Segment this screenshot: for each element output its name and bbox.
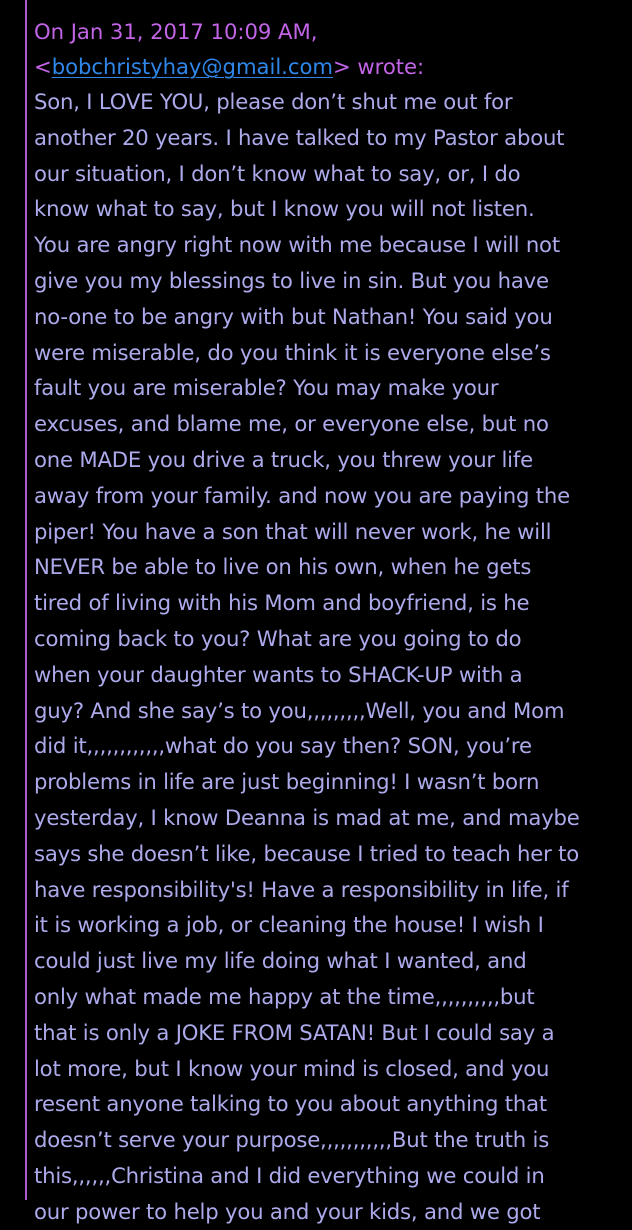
body-line: give you my blessings to live in sin. But you have bbox=[34, 267, 549, 293]
body-line: this,,,,,,Christina and I did everything we could in bbox=[34, 1162, 545, 1188]
body-line: it is working a job, or cleaning the house! I wish I bbox=[34, 912, 544, 938]
body-line: piper! You have a son that will never work, he will bbox=[34, 518, 552, 544]
body-line: yesterday, I know Deanna is mad at me, and maybe bbox=[34, 804, 580, 830]
body-line: our situation, I don’t know what to say, or, I do bbox=[34, 160, 521, 186]
body-line: another 20 years. I have talked to my Pastor about bbox=[34, 124, 565, 150]
body-line: Son, I LOVE YOU, please don’t shut me out for bbox=[34, 89, 513, 114]
body-line: excuses, and blame me, or everyone else, but no bbox=[34, 411, 549, 437]
body-line: resent anyone talking to you about anything that bbox=[34, 1091, 548, 1117]
body-line: tired of living with his Mom and boyfriend, is he bbox=[34, 590, 530, 616]
body-line: know what to say, but I know you will not listen. bbox=[34, 196, 535, 222]
body-line: did it,,,,,,,,,,,,what do you say then? SON, you’re bbox=[34, 733, 532, 759]
body-line: away from your family. and now you are paying the bbox=[34, 482, 570, 508]
body-line: NEVER be able to live on his own, when he gets bbox=[34, 554, 532, 580]
body-line: one MADE you drive a truck, you threw your life bbox=[34, 446, 533, 472]
body-line: that is only a JOKE FROM SATAN! But I could say a bbox=[34, 1019, 555, 1045]
open-bracket: < bbox=[34, 54, 52, 79]
body-line: were miserable, do you think it is everyone else’s bbox=[34, 339, 551, 365]
email-quote bbox=[34, 14, 630, 1230]
quote-bar bbox=[25, 0, 27, 1200]
body-line: lot more, but I know your mind is closed, and you bbox=[34, 1055, 550, 1081]
quote-header-date: On Jan 31, 2017 10:09 AM, bbox=[34, 19, 318, 44]
wrote-label: > wrote: bbox=[332, 54, 425, 79]
body-line: have responsibility's! Have a responsibility in life, if bbox=[34, 876, 569, 902]
quote-header-sender bbox=[34, 49, 630, 84]
body-line: fault you are miserable? You may make your bbox=[34, 375, 499, 401]
body-line: guy? And she say’s to you,,,,,,,,,Well, you and Mom bbox=[34, 697, 565, 723]
body-line: coming back to you? What are you going to do bbox=[34, 625, 522, 651]
body-line: could just live my life doing what I wanted, and bbox=[34, 948, 527, 974]
body-line: doesn’t serve your purpose,,,,,,,,,,,But the truth is bbox=[34, 1127, 550, 1153]
body-line: when your daughter wants to SHACK-UP with a bbox=[34, 661, 523, 687]
body-line: problems in life are just beginning! I wasn’t born bbox=[34, 769, 540, 795]
body-line: our power to help you and your kids, and we got bbox=[34, 1198, 541, 1224]
sender-email-link[interactable]: bobchristyhay@gmail.com bbox=[51, 54, 333, 79]
body-line: only what made me happy at the time,,,,,,,,,,but bbox=[34, 983, 535, 1009]
body-line: says she doesn’t like, because I tried to teach her to bbox=[34, 840, 580, 866]
quote-body bbox=[34, 84, 630, 1230]
body-line: You are angry right now with me because I will not bbox=[34, 232, 560, 258]
body-line: no-one to be angry with but Nathan! You said you bbox=[34, 303, 553, 329]
